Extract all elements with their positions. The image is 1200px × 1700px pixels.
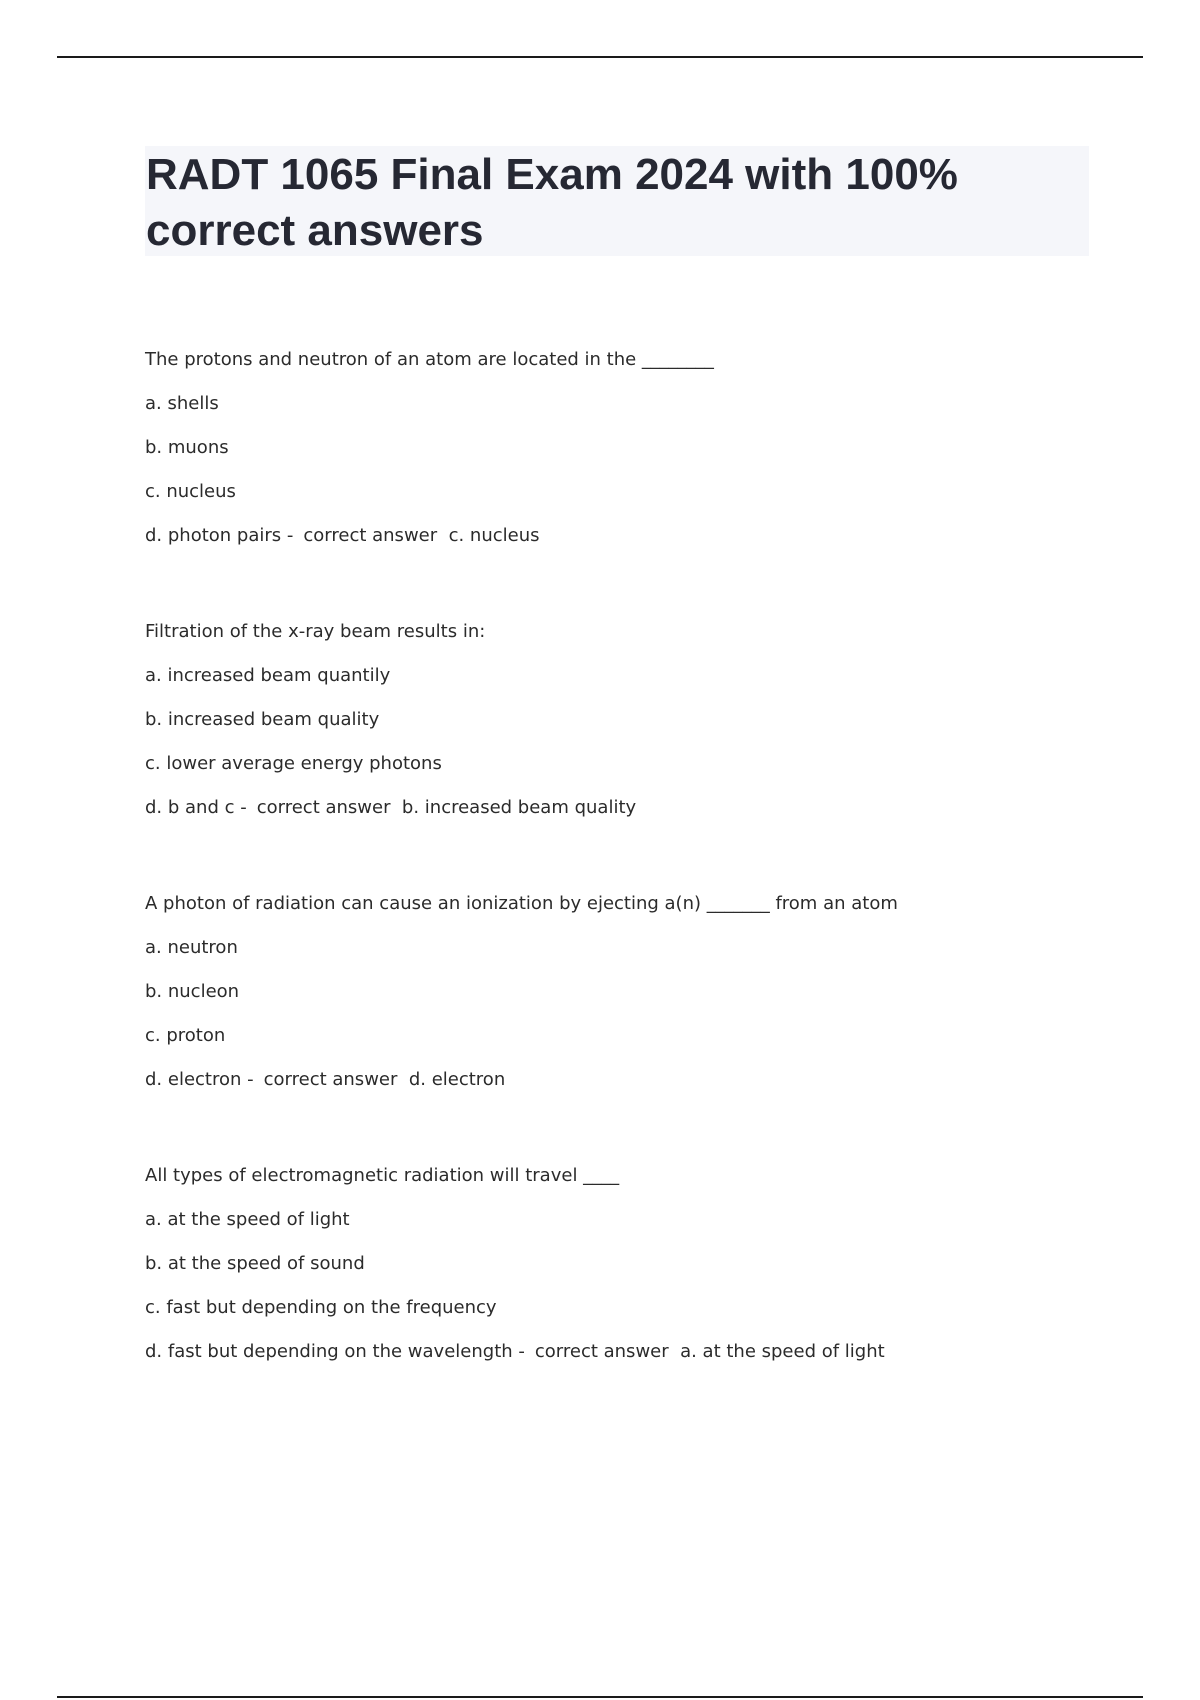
option-item: a. at the speed of light <box>145 1209 350 1230</box>
correct-answer: correct answer d. electron <box>263 1069 506 1090</box>
option-item: c. proton <box>145 1025 226 1046</box>
option-item-with-answer <box>145 1340 1105 1364</box>
option-text: d. b and c - <box>145 797 247 818</box>
correct-answer: correct answer b. increased beam quality <box>256 797 637 818</box>
question-text: All types of electromagnetic radiation will travel ____ <box>145 1165 620 1186</box>
question-block <box>145 348 1105 548</box>
correct-answer: correct answer a. at the speed of light <box>534 1341 885 1362</box>
option-item-with-answer <box>145 1068 1105 1092</box>
option-item: b. increased beam quality <box>145 709 380 730</box>
option-text: d. fast but depending on the wavelength - <box>145 1341 525 1362</box>
header-rule <box>57 56 1143 58</box>
option-item: b. nucleon <box>145 981 240 1002</box>
question-block <box>145 892 1105 1092</box>
option-item: a. shells <box>145 393 219 414</box>
option-item: c. nucleus <box>145 481 236 502</box>
option-item-with-answer <box>145 796 1105 820</box>
option-item: a. increased beam quantily <box>145 665 391 686</box>
option-item: b. at the speed of sound <box>145 1253 365 1274</box>
option-item-with-answer <box>145 524 1105 548</box>
question-text: A photon of radiation can cause an ionization by ejecting a(n) _______ from an atom <box>145 893 898 914</box>
question-block <box>145 620 1105 820</box>
option-text: d. electron - <box>145 1069 254 1090</box>
option-text: d. photon pairs - <box>145 525 294 546</box>
option-item: c. lower average energy photons <box>145 753 442 774</box>
question-text: Filtration of the x-ray beam results in: <box>145 621 486 642</box>
correct-answer: correct answer c. nucleus <box>303 525 540 546</box>
option-item: c. fast but depending on the frequency <box>145 1297 497 1318</box>
option-item: a. neutron <box>145 937 238 958</box>
page-title: RADT 1065 Final Exam 2024 with 100% correct answers <box>146 150 958 255</box>
option-item: b. muons <box>145 437 229 458</box>
question-text: The protons and neutron of an atom are located in the ________ <box>145 349 714 370</box>
footer-rule <box>57 1696 1143 1698</box>
question-block <box>145 1164 1105 1364</box>
